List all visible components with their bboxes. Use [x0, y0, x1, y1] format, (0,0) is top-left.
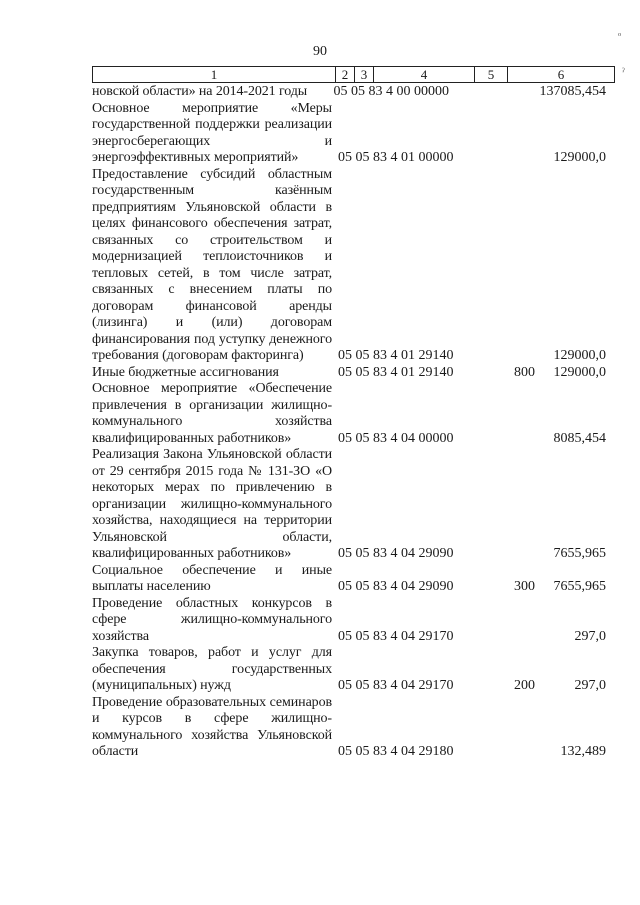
row-description: Предоставление субсидий областным государственным казённым предприятиям Ульяновской области в целях финансового обеспечения затрат, связанных со строительством и модернизацией теплоисточников и тепловых сетей, в том числе затрат, связанных с внесением платы по договорам финансовой аренды (лизинга) и (или) договорам финансирования под уступку денежного требования (договорам факторинга) — [92, 166, 332, 363]
table-row — [92, 447, 612, 563]
table-row — [92, 167, 612, 365]
table-row — [92, 365, 612, 382]
row-description: Иные бюджетные ассигнования — [92, 364, 279, 380]
header-col-6: 6 — [508, 67, 615, 83]
table-row — [92, 101, 612, 167]
table-row — [92, 563, 612, 596]
row-codes: 05 05 83 4 04 29090 — [338, 579, 454, 594]
table-row — [92, 645, 612, 695]
row-codes: 05 05 83 4 04 00000 — [338, 430, 454, 446]
row-codes: 05 05 83 4 04 29090 — [338, 546, 454, 561]
row-codes: 05 05 83 4 04 29170 — [338, 628, 454, 644]
row-description: Проведение областных конкурсов в сфере жилищно-коммунального хозяйства — [92, 595, 332, 644]
header-col-5: 5 — [475, 67, 508, 83]
row-description: Реализация Закона Ульяновской области от 29 сентября 2015 года № 131-ЗО «О некоторых мерах по привлечению в организации жилищно-коммунального хозяйства, находящиеся на территории Ульяновской области, квалифицированных работников» — [92, 447, 332, 561]
row-codes: 05 05 83 4 04 29170 — [338, 678, 454, 693]
header-col-1: 1 — [93, 67, 336, 83]
row-expense-type: 800 — [514, 364, 535, 380]
header-col-3: 3 — [355, 67, 374, 83]
row-codes: 05 05 83 4 04 29180 — [338, 744, 454, 759]
row-amount: 129000,0 — [553, 348, 606, 363]
table-row — [92, 381, 612, 447]
row-description: новской области» на 2014-2021 годы — [92, 84, 308, 99]
header-col-2: 2 — [336, 67, 355, 83]
row-codes: 05 05 83 4 01 00000 — [338, 150, 454, 165]
row-amount: 297,0 — [574, 678, 606, 693]
scan-mark: ˀ — [622, 66, 625, 78]
row-amount: 297,0 — [574, 628, 606, 644]
header-col-4: 4 — [374, 67, 475, 83]
row-codes: 05 05 83 4 00 00000 — [333, 84, 449, 99]
row-amount: 129000,0 — [553, 150, 606, 165]
row-amount: 7655,965 — [553, 579, 606, 594]
row-codes: 05 05 83 4 01 29140 — [338, 348, 454, 363]
row-amount: 7655,965 — [553, 546, 606, 561]
row-amount: 129000,0 — [553, 364, 606, 380]
table-row — [92, 695, 612, 761]
table-row — [92, 84, 612, 101]
row-expense-type: 300 — [514, 579, 535, 594]
row-description: Проведение образовательных семинаров и курсов в сфере жилищно-коммунального хозяйства Ульяновской области — [92, 694, 332, 759]
row-description: Закупка товаров, работ и услуг для обеспечения государственных (муниципальных) нужд — [92, 645, 332, 693]
row-expense-type: 200 — [514, 678, 535, 693]
budget-table-body — [92, 84, 612, 761]
row-description: Социальное обеспечение и иные выплаты населению — [92, 562, 332, 594]
row-description: Основное мероприятие «Меры государственной поддержки реализации энергосберегающих и энергоэффективных мероприятий» — [92, 100, 332, 165]
page-number: 90 — [313, 44, 327, 59]
column-header-table — [92, 66, 615, 83]
table-row — [92, 596, 612, 646]
row-description: Основное мероприятие «Обеспечение привлечения в организации жилищно-коммунального хозяйства квалифицированных работников» — [92, 381, 332, 446]
row-amount: 137085,454 — [539, 84, 606, 99]
scan-mark: ᵒ — [618, 30, 622, 42]
row-amount: 8085,454 — [553, 430, 606, 446]
row-amount: 132,489 — [560, 744, 606, 759]
row-codes: 05 05 83 4 01 29140 — [338, 364, 454, 380]
